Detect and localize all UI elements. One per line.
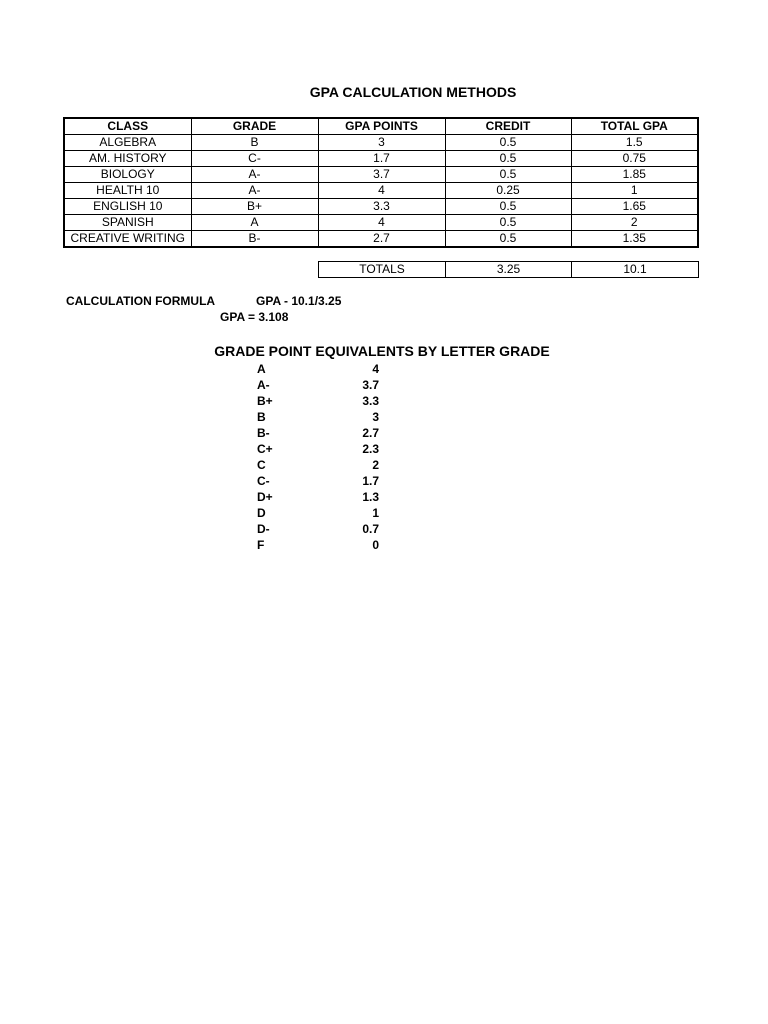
cell-grade: C- [191, 151, 318, 167]
letter-grade: B+ [257, 394, 273, 408]
grade-points: 4 [372, 362, 379, 376]
cell-class: CREATIVE WRITING [64, 231, 191, 248]
cell-class: SPANISH [64, 215, 191, 231]
cell-total-gpa: 1.85 [571, 167, 698, 183]
letter-grade: A [257, 362, 266, 376]
letter-grade: F [257, 538, 265, 552]
table-row [64, 183, 698, 199]
page-title: GPA CALCULATION METHODS [309, 84, 517, 100]
list-item [257, 537, 379, 553]
cell-gpa-points: 3 [318, 135, 445, 151]
grade-points: 1 [372, 506, 379, 520]
letter-grade: B [257, 410, 266, 424]
formula-label: CALCULATION FORMULA [66, 294, 216, 308]
letter-grade: C- [257, 474, 270, 488]
cell-total-gpa: 2 [571, 215, 698, 231]
cell-class: AM. HISTORY [64, 151, 191, 167]
grade-points: 1.7 [362, 474, 379, 488]
cell-gpa-points: 2.7 [318, 231, 445, 248]
list-item [257, 489, 379, 505]
table-header-row [64, 118, 698, 135]
list-item [257, 377, 379, 393]
letter-grade: D+ [257, 490, 273, 504]
header-credit: CREDIT [445, 118, 571, 135]
totals-row [319, 262, 699, 278]
letter-grade: D- [257, 522, 270, 536]
cell-gpa-points: 3.7 [318, 167, 445, 183]
grade-points: 0 [372, 538, 379, 552]
grade-equivalents-list [257, 361, 379, 553]
grade-points: 0.7 [362, 522, 379, 536]
cell-credit: 0.5 [445, 135, 571, 151]
letter-grade: A- [257, 378, 270, 392]
table-row [64, 231, 698, 248]
cell-credit: 0.5 [445, 215, 571, 231]
cell-grade: A [191, 215, 318, 231]
list-item [257, 361, 379, 377]
list-item [257, 457, 379, 473]
cell-gpa-points: 4 [318, 215, 445, 231]
cell-gpa-points: 4 [318, 183, 445, 199]
cell-credit: 0.5 [445, 167, 571, 183]
grade-points: 3.3 [362, 394, 379, 408]
cell-total-gpa: 1.65 [571, 199, 698, 215]
cell-class: ENGLISH 10 [64, 199, 191, 215]
totals-credit: 3.25 [446, 262, 572, 278]
table-row [64, 135, 698, 151]
list-item [257, 505, 379, 521]
cell-class: ALGEBRA [64, 135, 191, 151]
equivalents-title: GRADE POINT EQUIVALENTS BY LETTER GRADE [214, 343, 550, 359]
grade-points: 2.3 [362, 442, 379, 456]
cell-grade: B- [191, 231, 318, 248]
cell-class: BIOLOGY [64, 167, 191, 183]
cell-credit: 0.5 [445, 199, 571, 215]
cell-grade: B [191, 135, 318, 151]
cell-total-gpa: 1.35 [571, 231, 698, 248]
formula-line-2: GPA = 3.108 [220, 310, 289, 324]
cell-total-gpa: 1 [571, 183, 698, 199]
gpa-table [63, 117, 699, 248]
cell-grade: B+ [191, 199, 318, 215]
cell-total-gpa: 1.5 [571, 135, 698, 151]
grade-points: 2.7 [362, 426, 379, 440]
table-row [64, 151, 698, 167]
list-item [257, 425, 379, 441]
cell-grade: A- [191, 183, 318, 199]
letter-grade: C+ [257, 442, 273, 456]
grade-points: 3 [372, 410, 379, 424]
grade-points: 3.7 [362, 378, 379, 392]
cell-gpa-points: 3.3 [318, 199, 445, 215]
cell-credit: 0.25 [445, 183, 571, 199]
list-item [257, 409, 379, 425]
list-item [257, 521, 379, 537]
list-item [257, 393, 379, 409]
table-row [64, 199, 698, 215]
cell-credit: 0.5 [445, 231, 571, 248]
grade-points: 2 [372, 458, 379, 472]
cell-gpa-points: 1.7 [318, 151, 445, 167]
list-item [257, 441, 379, 457]
header-gpa-points: GPA POINTS [318, 118, 445, 135]
letter-grade: D [257, 506, 266, 520]
header-total-gpa: TOTAL GPA [571, 118, 698, 135]
table-row [64, 167, 698, 183]
grade-points: 1.3 [362, 490, 379, 504]
letter-grade: B- [257, 426, 270, 440]
cell-class: HEALTH 10 [64, 183, 191, 199]
totals-label: TOTALS [319, 262, 446, 278]
header-class: CLASS [64, 118, 191, 135]
table-row [64, 215, 698, 231]
cell-total-gpa: 0.75 [571, 151, 698, 167]
cell-credit: 0.5 [445, 151, 571, 167]
totals-table [318, 261, 699, 278]
formula-line-1: GPA - 10.1/3.25 [256, 294, 342, 308]
cell-grade: A- [191, 167, 318, 183]
list-item [257, 473, 379, 489]
header-grade: GRADE [191, 118, 318, 135]
totals-total-gpa: 10.1 [572, 262, 699, 278]
letter-grade: C [257, 458, 266, 472]
